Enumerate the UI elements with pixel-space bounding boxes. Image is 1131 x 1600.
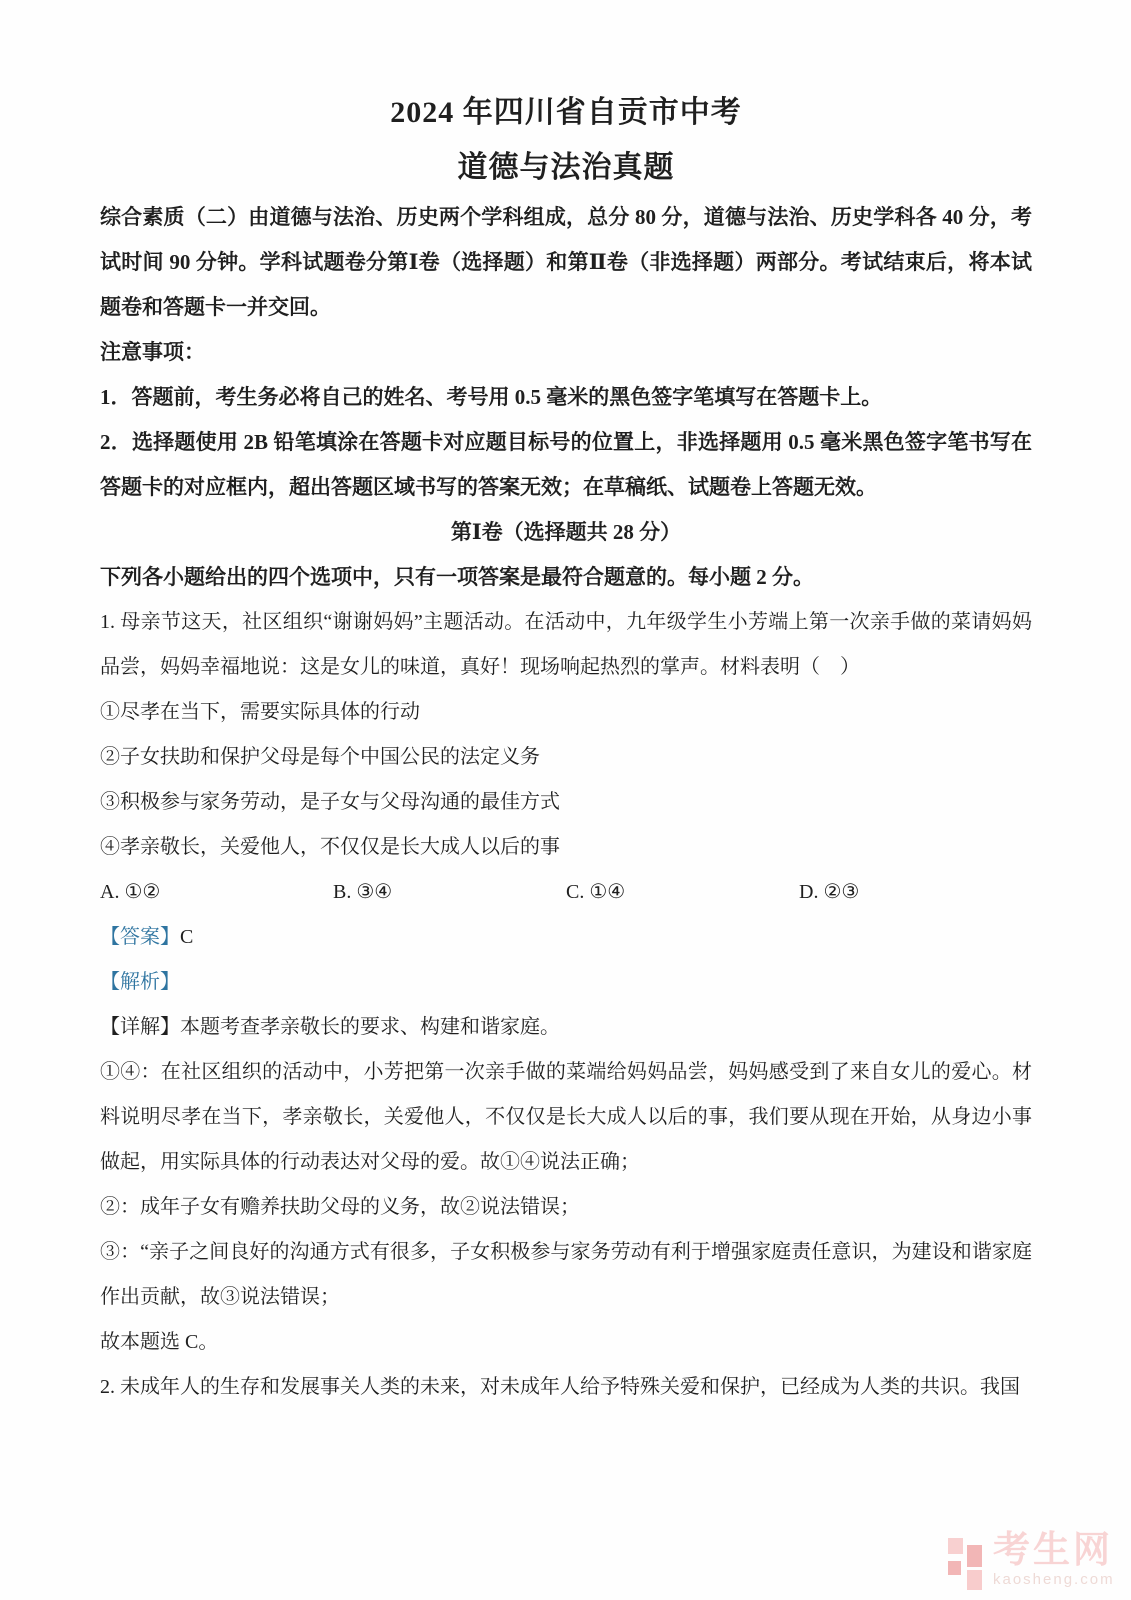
logo-square-bottom-left [948, 1561, 961, 1575]
question1-conclusion: 故本题选 C。 [100, 1331, 219, 1353]
question1-statement-1: ①尽孝在当下，需要实际具体的行动 [100, 701, 420, 723]
document-title-line2: 道德与法治真题 [457, 151, 675, 184]
question1-explanation-2: ②：成年子女有赡养扶助父母的义务，故②说法错误； [100, 1196, 580, 1218]
question2-stem: 2. 未成年人的生存和发展事关人类的未来，对未成年人给予特殊关爱和保护，已经成为人类的共识。我国 [100, 1376, 1020, 1398]
section1-instruction: 下列各小题给出的四个选项中，只有一项答案是最符合题意的。每小题 2 分。 [100, 565, 814, 589]
notice-item-2: 2．选择题使用 2B 铅笔填涂在答题卡对应题目标号的位置上，非选择题用 0.5 毫米黑色签字笔书写在答题卡的对应框内，超出答题区域书写的答案无效；在草稿纸、试题卷上答题无效。 [100, 430, 1032, 499]
question1-stem: 1. 母亲节这天，社区组织“谢谢妈妈”主题活动。在活动中，九年级学生小芳端上第一次亲手做的菜请妈妈品尝，妈妈幸福地说：这是女儿的味道，真好！现场响起热烈的掌声。材料表明（ ） [100, 611, 1032, 678]
answer-value: C [180, 926, 194, 948]
logo-square-mid-right [967, 1545, 982, 1567]
question1-choices-row [100, 870, 1032, 915]
analysis-label: 【解析】 [100, 971, 180, 993]
exam-intro-paragraph: 综合素质（二）由道德与法治、历史两个学科组成，总分 80 分，道德与法治、历史学科各 40 分，考试时间 90 分钟。学科试题卷分第Ⅰ卷（选择题）和第Ⅱ卷（非选择题）两部分。考试结束后，将本试题卷和答题卡一并交回。 [100, 205, 1032, 319]
answer-label: 【答案】 [100, 926, 180, 948]
watermark-site-domain: kaosheng.com [993, 1571, 1115, 1588]
document-title-line1: 2024 年四川省自贡市中考 [390, 96, 742, 129]
detail-label: 【详解】 [100, 1016, 180, 1038]
question1-explanation-3: ③：“亲子之间良好的沟通方式有很多，子女积极参与家务劳动有利于增强家庭责任意识，为建设和谐家庭作出贡献，故③说法错误； [100, 1241, 1032, 1308]
kaosheng-watermark [948, 1532, 1115, 1590]
logo-square-bottom-right [967, 1570, 982, 1590]
logo-square-top-left [948, 1538, 963, 1554]
question1-statement-4: ④孝亲敬长，关爱他人，不仅仅是长大成人以后的事 [100, 836, 560, 858]
question1-statement-2: ②子女扶助和保护父母是每个中国公民的法定义务 [100, 746, 540, 768]
choice-option-d: D. ②③ [799, 881, 860, 903]
question1-detail-line [100, 1005, 1032, 1050]
choice-option-a: A. ①② [100, 881, 161, 903]
kaosheng-logo-icon [948, 1536, 984, 1590]
choice-option-c: C. ①④ [566, 881, 626, 903]
choice-option-b: B. ③④ [333, 881, 393, 903]
question1-explanation-1: ①④：在社区组织的活动中，小芳把第一次亲手做的菜端给妈妈品尝，妈妈感受到了来自女儿的爱心。材料说明尽孝在当下，孝亲敬长，关爱他人，不仅仅是长大成人以后的事，我们要从现在开始，从身边小事做起，用实际具体的行动表达对父母的爱。故①④说法正确； [100, 1061, 1032, 1173]
watermark-text-block [993, 1532, 1115, 1587]
notice-item-1: 1．答题前，考生务必将自己的姓名、考号用 0.5 毫米的黑色签字笔填写在答题卡上。 [100, 385, 883, 409]
section1-title: 第Ⅰ卷（选择题共 28 分） [450, 520, 682, 544]
question1-statement-3: ③积极参与家务劳动，是子女与父母沟通的最佳方式 [100, 791, 560, 813]
notice-heading: 注意事项： [100, 340, 205, 364]
watermark-site-name: 考生网 [993, 1530, 1113, 1571]
question1-answer-line [100, 915, 1032, 960]
detail-intro-text: 本题考查孝亲敬长的要求、构建和谐家庭。 [180, 1016, 560, 1038]
